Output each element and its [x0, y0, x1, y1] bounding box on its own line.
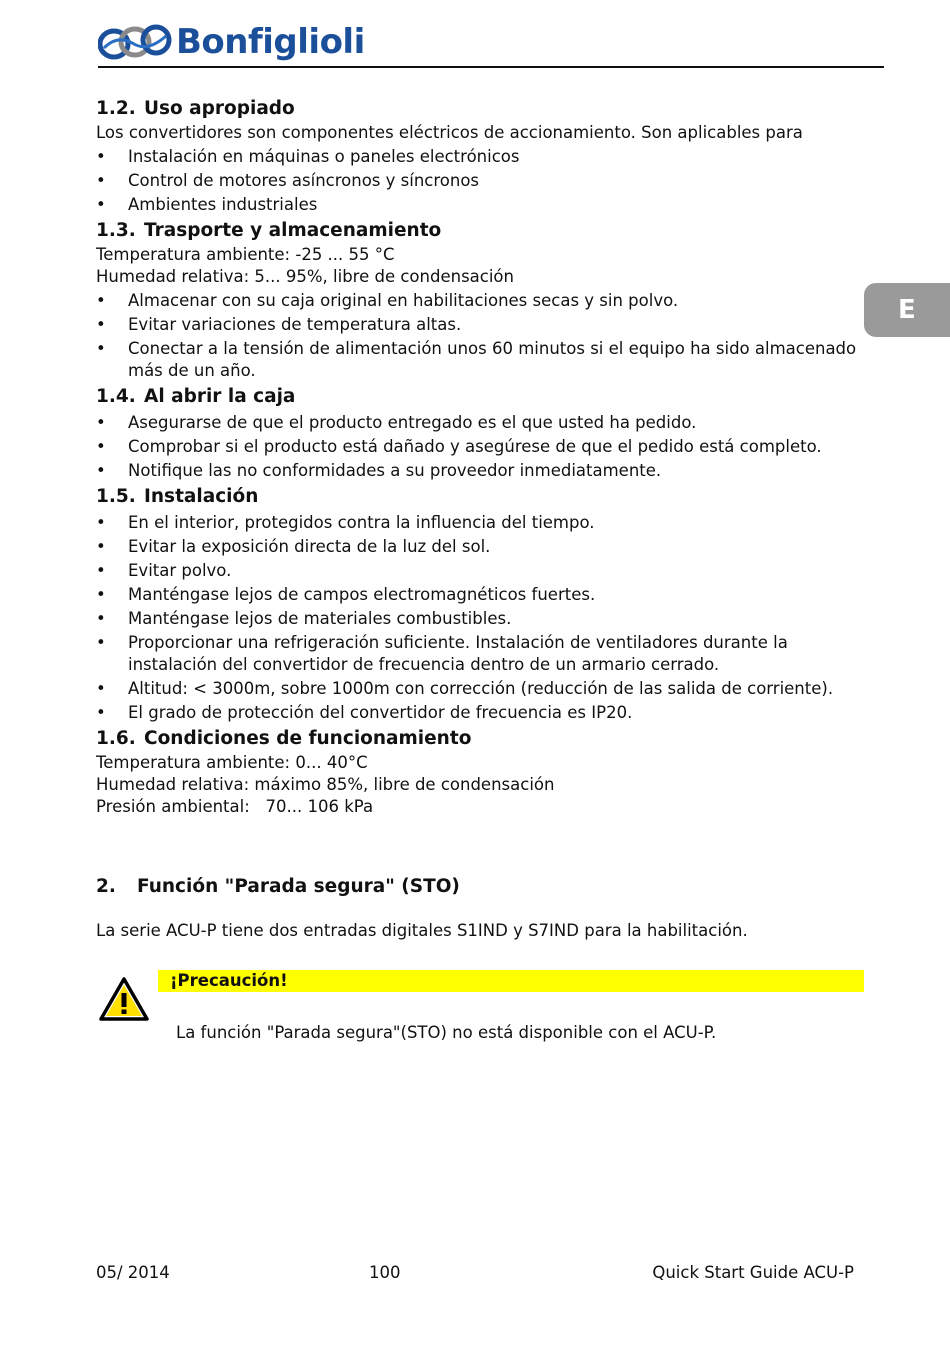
- list-item: • Evitar la exposición directa de la luz del sol.: [96, 536, 876, 558]
- list-item: • Almacenar con su caja original en habilitaciones secas y sin polvo.: [96, 290, 876, 312]
- language-tab: E: [864, 283, 950, 337]
- list-item: • Notifique las no conformidades a su proveedor inmediatamente.: [96, 460, 876, 482]
- footer-date: 05/ 2014: [96, 1263, 170, 1282]
- list-item: • Evitar polvo.: [96, 560, 876, 582]
- section-heading-1-3: 1.3. Trasporte y almacenamiento: [96, 220, 442, 241]
- paragraph: Humedad relativa: 5... 95%, libre de condensación: [96, 267, 514, 286]
- list-item: • El grado de protección del convertidor de frecuencia es IP20.: [96, 702, 876, 724]
- section-heading-1-2: 1.2. Uso apropiado: [96, 98, 295, 119]
- bullet-list: [96, 512, 876, 724]
- bullet-list: [96, 290, 876, 382]
- list-item: • En el interior, protegidos contra la influencia del tiempo.: [96, 512, 876, 534]
- caution-box: [96, 968, 866, 1058]
- list-item: • Evitar variaciones de temperatura altas.: [96, 314, 876, 336]
- list-item: • Comprobar si el producto está dañado y asegúrese de que el pedido está completo.: [96, 436, 876, 458]
- paragraph: Presión ambiental: 70... 106 kPa: [96, 797, 374, 816]
- bullet-list: [96, 146, 876, 216]
- document-body: [96, 96, 876, 942]
- paragraph: Temperatura ambiente: 0... 40°C: [96, 753, 368, 772]
- paragraph: Humedad relativa: máximo 85%, libre de condensación: [96, 775, 555, 794]
- caution-text: La función "Parada segura"(STO) no está disponible con el ACU-P.: [176, 1023, 717, 1042]
- paragraph: La serie ACU-P tiene dos entradas digitales S1IND y S7IND para la habilitación.: [96, 921, 748, 940]
- bonfiglioli-logo-icon: [98, 22, 172, 62]
- bullet-list: [96, 412, 876, 482]
- section-heading-1-6: 1.6. Condiciones de funcionamiento: [96, 728, 472, 749]
- paragraph: Los convertidores son componentes eléctricos de accionamiento. Son aplicables para: [96, 123, 803, 142]
- list-item: • Manténgase lejos de materiales combustibles.: [96, 608, 876, 630]
- header-divider: [98, 66, 884, 68]
- list-item: • Altitud: < 3000m, sobre 1000m con corrección (reducción de las salida de corriente).: [96, 678, 876, 700]
- section-heading-1-4: 1.4. Al abrir la caja: [96, 386, 296, 407]
- list-item: • Conectar a la tensión de alimentación unos 60 minutos si el equipo ha sido almacenado más de un año.: [96, 338, 876, 382]
- list-item: • Instalación en máquinas o paneles electrónicos: [96, 146, 876, 168]
- list-item: • Ambientes industriales: [96, 194, 876, 216]
- warning-triangle-icon: [98, 976, 150, 1022]
- section-heading-1-5: 1.5. Instalación: [96, 486, 259, 507]
- footer-page-number: 100: [369, 1263, 401, 1282]
- list-item: • Proporcionar una refrigeración suficiente. Instalación de ventiladores durante la instalación del convertidor de frecuencia dentro de un armario cerrado.: [96, 632, 876, 676]
- page-header: [98, 18, 884, 68]
- footer-title: Quick Start Guide ACU-P: [652, 1263, 854, 1282]
- list-item: • Control de motores asíncronos y síncronos: [96, 170, 876, 192]
- section-heading-2: 2. Función "Parada segura" (STO): [96, 876, 460, 897]
- brand-name: Bonfiglioli: [176, 22, 365, 62]
- list-item: • Manténgase lejos de campos electromagnéticos fuertes.: [96, 584, 876, 606]
- list-item: • Asegurarse de que el producto entregado es el que usted ha pedido.: [96, 412, 876, 434]
- caution-label: ¡Precaución!: [158, 970, 864, 992]
- paragraph: Temperatura ambiente: -25 ... 55 °C: [96, 245, 395, 264]
